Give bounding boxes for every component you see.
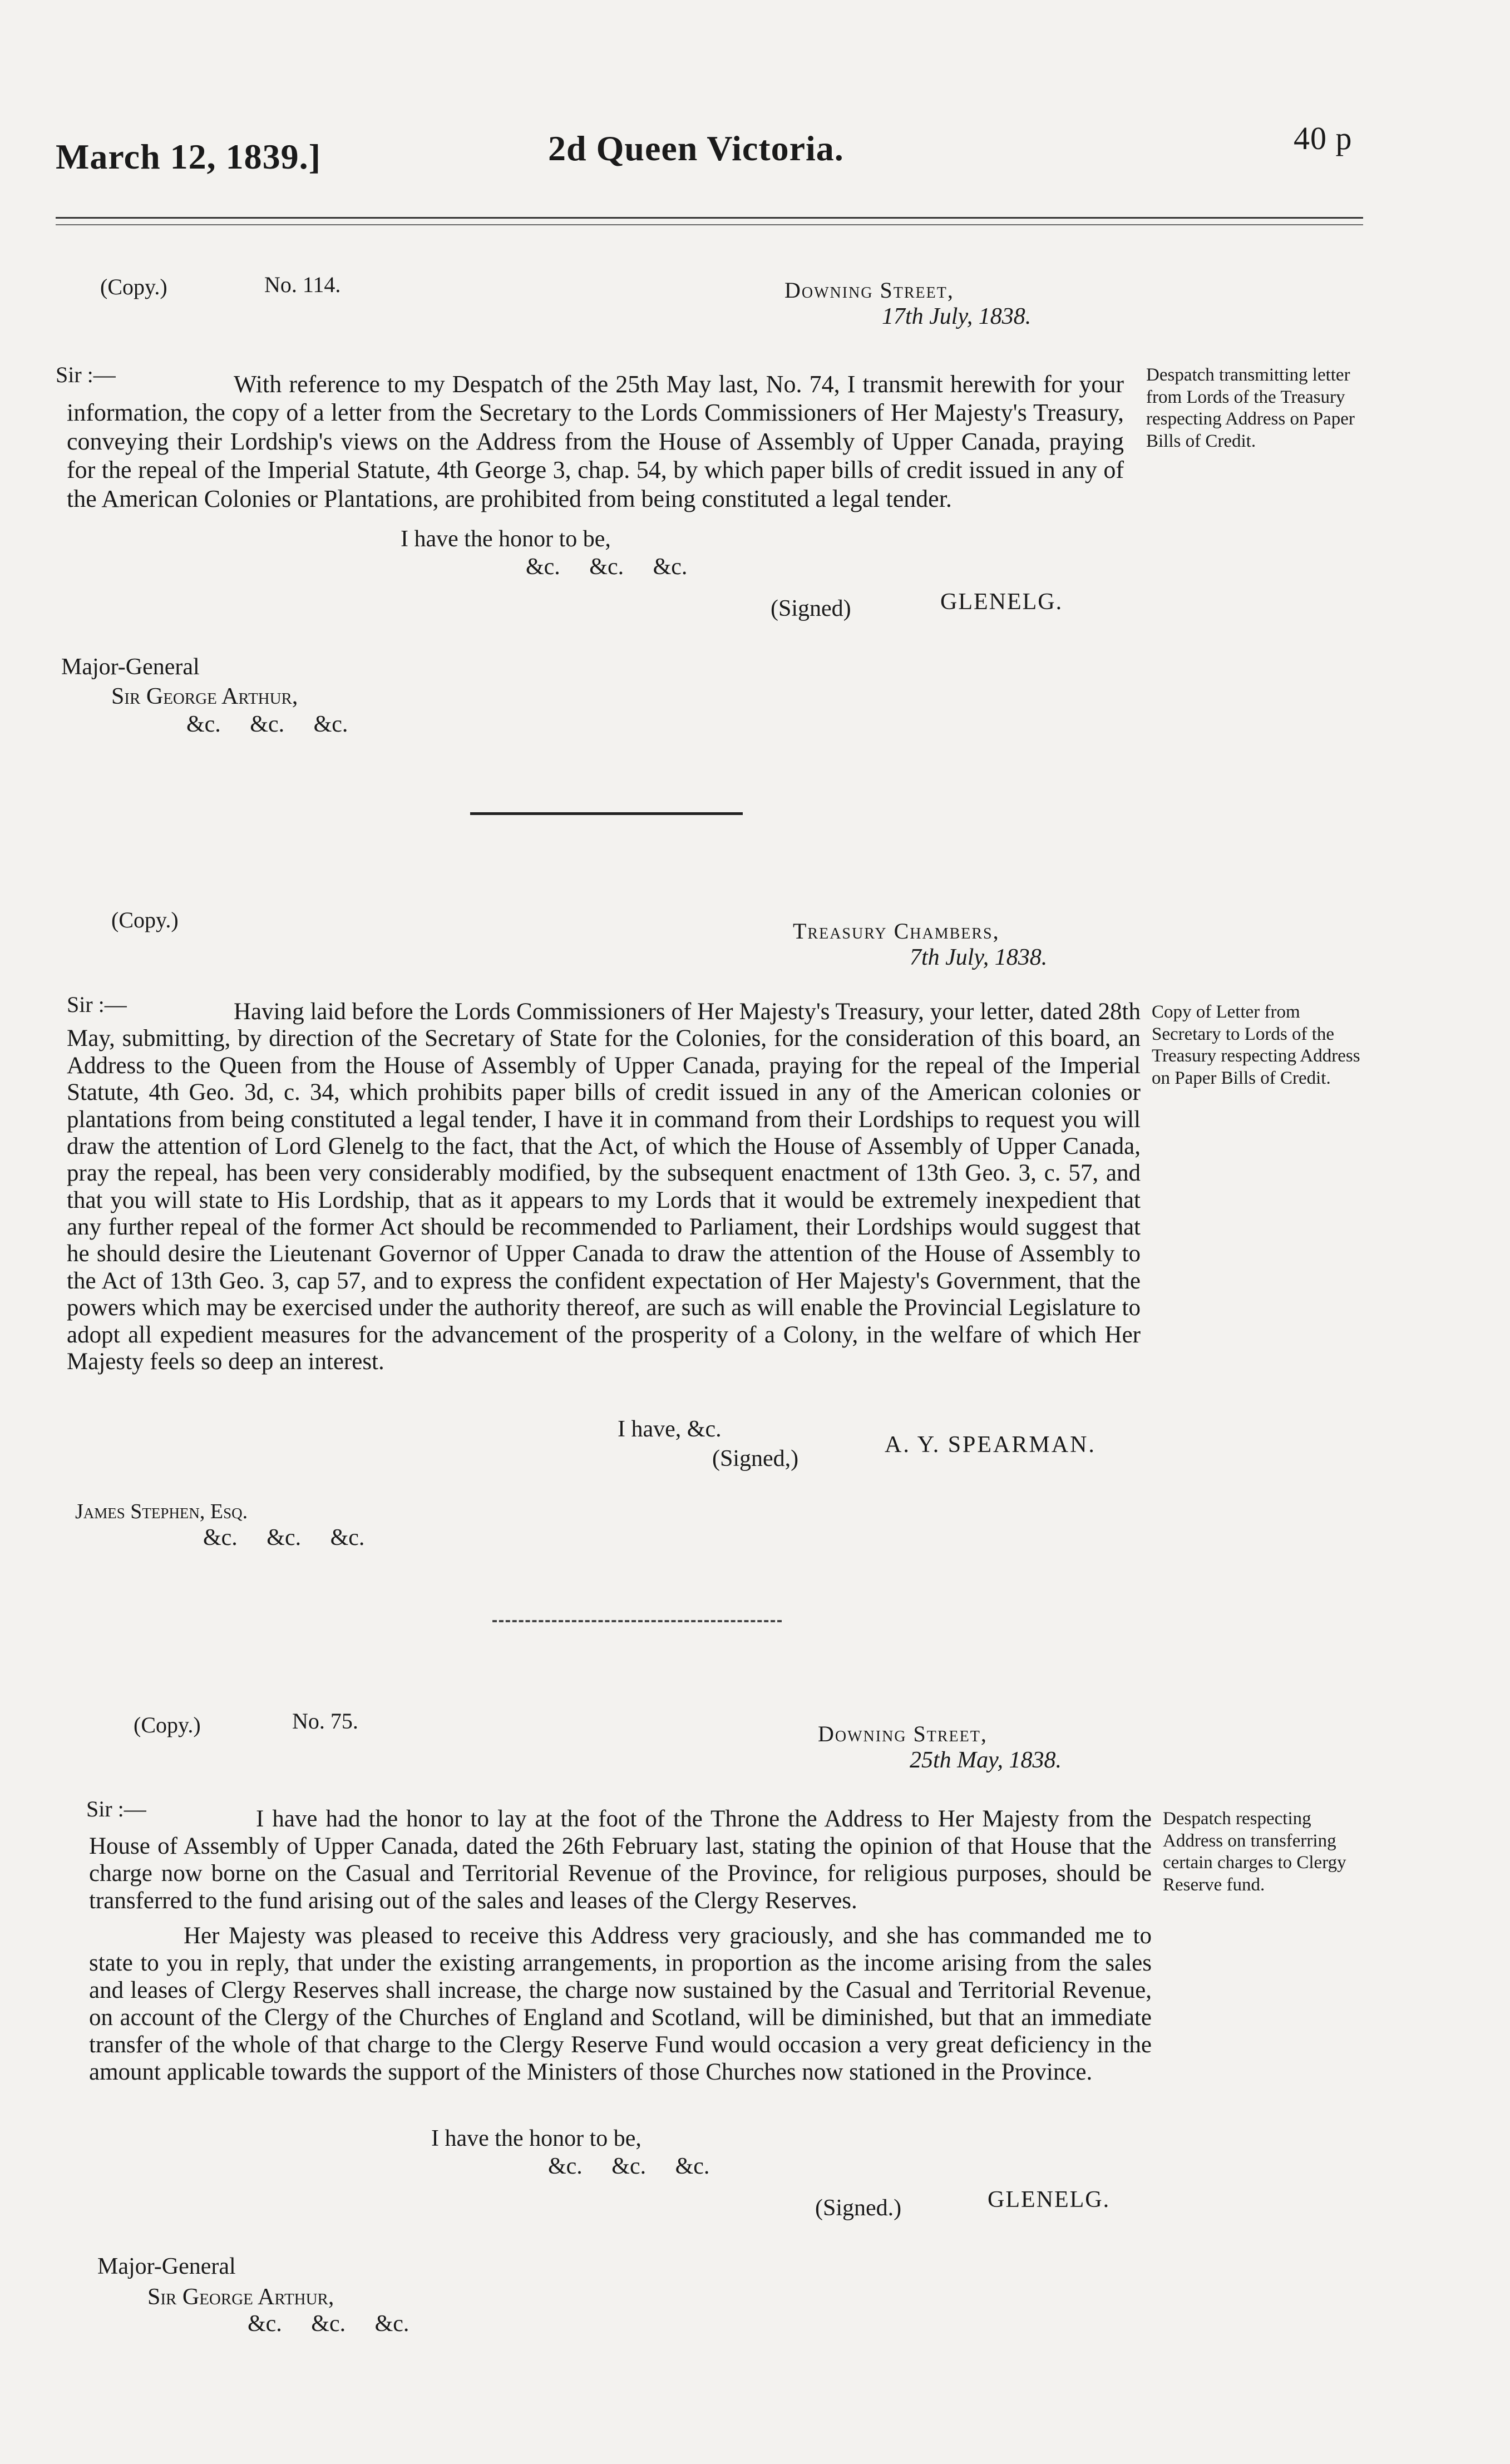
recipient-etc: &c. &c. &c.: [248, 2311, 409, 2337]
section-divider: [492, 1620, 782, 1622]
letter-body: [89, 1805, 1152, 2093]
recipient-name: Sir George Arthur,: [147, 2284, 334, 2310]
closing-etc: &c. &c. &c.: [526, 554, 688, 580]
letter-body: [67, 370, 1124, 521]
margin-note: Despatch respecting Address on transferring certain charges to Clergy Reserve fund.: [1163, 1809, 1346, 1895]
letter-date: 7th July, 1838.: [910, 945, 1048, 970]
copy-label: (Copy.): [134, 1712, 201, 1737]
margin-note: Despatch transmitting letter from Lords of the Treasury respecting Address on Paper Bills of Credit.: [1146, 365, 1355, 451]
section-divider: [470, 812, 743, 815]
closing: I have the honor to be,: [401, 526, 611, 552]
letter-paragraph: Her Majesty was pleased to receive this Address very graciously, and she has commanded me to state to you in reply, that under the existing arrangements, in proportion as the income arising from the sales and leases of Clergy Reserves shall increase, the charge now sustained by the Casual and Territorial Revenue, on account of the Clergy of the Churches of England and Scotland, will be diminished, but that an immediate transfer of the whole of that charge to the Clergy Reserve Fund would occasion a very great deficiency in the amount applicable towards the support of the Ministers of those Churches now stationed in the Province.: [89, 1923, 1152, 2086]
recipient-etc: &c. &c. &c.: [186, 712, 348, 737]
salutation: Sir :—: [67, 992, 127, 1017]
recipient-name: James Stephen, Esq.: [75, 1500, 248, 1523]
closing: I have the honor to be,: [431, 2126, 641, 2151]
page-number: 40 p: [1294, 120, 1353, 156]
letter-place: Downing Street,: [784, 278, 954, 303]
signatory: GLENELG.: [940, 589, 1063, 615]
margin-note: Copy of Letter from Secretary to Lords of the Treasury respecting Address on Paper Bills of Credit.: [1152, 1002, 1360, 1088]
recipient-name: Sir George Arthur,: [111, 684, 298, 709]
letter-place: Downing Street,: [818, 1721, 988, 1746]
recipient-title: Major-General: [97, 2254, 236, 2279]
letter-paragraph: With reference to my Despatch of the 25th May last, No. 74, I transmit herewith for your information, the copy of a letter from the Secretary to the Lords Commissioners of Her Majesty's Treasury, conveying their Lordship's views on the Address from the House of Assembly of Upper Canada, praying for the repeal of the Imperial Statute, 4th George 3, chap. 54, by which paper bills of credit issued in any of the American Colonies or Plantations, are prohibited from being constituted a legal tender.: [67, 371, 1124, 512]
signed-label: (Signed.): [815, 2195, 902, 2221]
letter-date: 25th May, 1838.: [910, 1747, 1062, 1773]
header-title: 2d Queen Victoria.: [548, 129, 844, 168]
signatory: A. Y. SPEARMAN.: [885, 1432, 1096, 1458]
recipient-etc: &c. &c. &c.: [203, 1525, 365, 1551]
header-rule: [56, 217, 1363, 225]
header-date: March 12, 1839.]: [56, 137, 321, 176]
signed-label: (Signed): [771, 596, 851, 621]
letter-place: Treasury Chambers,: [793, 919, 1000, 944]
recipient-title: Major-General: [61, 654, 200, 680]
closing: I have, &c.: [618, 1416, 722, 1442]
copy-label: (Copy.): [100, 274, 167, 299]
signatory: GLENELG.: [988, 2187, 1111, 2213]
closing-etc: &c. &c. &c.: [548, 2154, 710, 2179]
despatch-number: No. 75.: [292, 1708, 358, 1734]
letter-date: 17th July, 1838.: [882, 304, 1032, 329]
letter-body: [67, 999, 1141, 1383]
letter-paragraph: I have had the honor to lay at the foot of the Throne the Address to Her Majesty from the House of Assembly of Upper Canada, dated the 26th February last, stating the opinion of that House that the charge now borne on the Casual and Territorial Revenue of the Province, for religious purposes, should be transferred to the fund arising out of the sales and leases of the Clergy Reserves.: [89, 1806, 1152, 1914]
salutation: Sir :—: [56, 362, 116, 387]
despatch-number: No. 114.: [264, 272, 341, 297]
copy-label: (Copy.): [111, 907, 179, 932]
salutation: Sir :—: [86, 1796, 146, 1821]
signed-label: (Signed,): [712, 1446, 799, 1472]
letter-paragraph: Having laid before the Lords Commissioners of Her Majesty's Treasury, your letter, dated 28th May, submitting, by direction of the Secretary of State for the Colonies, for the consideration of this board, an Address to the Queen from the House of Assembly of Upper Canada, praying for the repeal of the Imperial Statute, 4th Geo. 3d, c. 34, which prohibits paper bills of credit issued in any of the American colonies or plantations from being constituted a legal tender, I have it in command from their Lordships to request you will draw the attention of Lord Glenelg to the fact, that the Act, of which the House of Assembly of Upper Canada, pray the repeal, has been very considerably modified, by the subsequent enactment of 13th Geo. 3, c. 57, and that you will state to His Lordship, that as it appears to my Lords that it would be extremely inexpedient that any further repeal of the former Act should be recommended to Parliament, their Lordships would suggest that he should desire the Lieutenant Governor of Upper Canada to draw the attention of the House of Assembly to the Act of 13th Geo. 3, cap 57, and to express the confident expectation of Her Majesty's Government, that the powers which may be exercised under the authority thereof, are such as will enable the Provincial Legislature to adopt all expedient measures for the advancement of the prosperity of a Colony, in the welfare of which Her Majesty feels so deep an interest.: [67, 999, 1141, 1375]
